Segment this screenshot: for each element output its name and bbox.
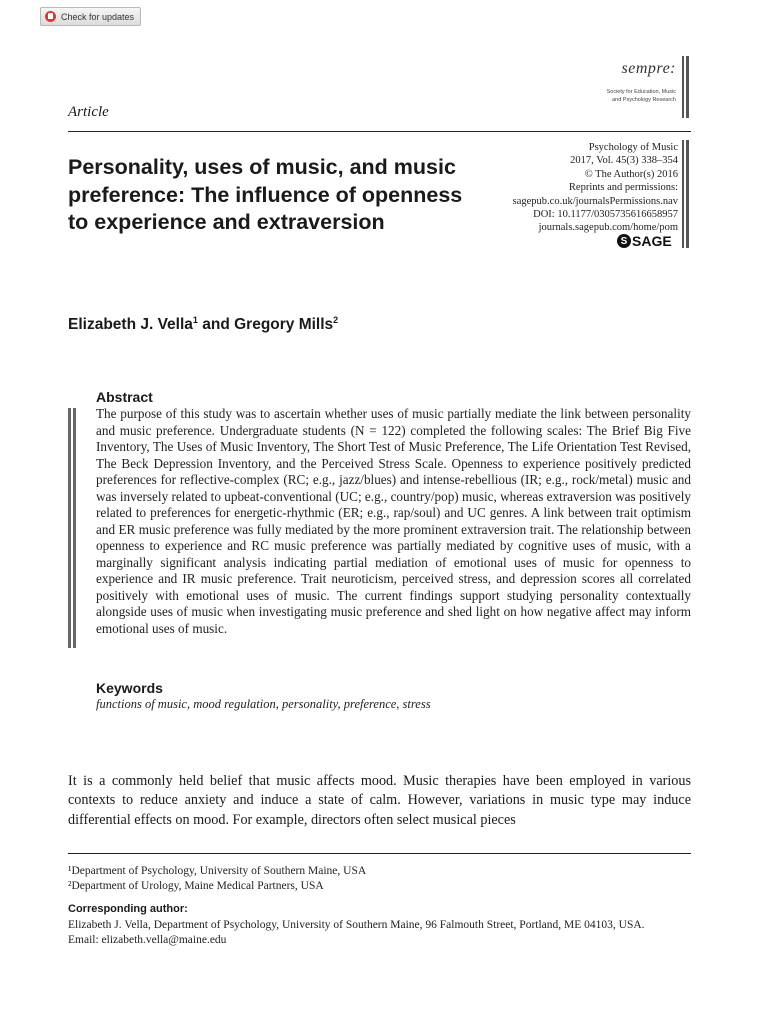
publisher-subtitle-line1: Society for Education, Music <box>606 89 676 95</box>
abstract-heading: Abstract <box>96 389 153 405</box>
reprints-label: Reprints and permissions: <box>568 182 678 194</box>
affiliation-1: ¹Department of Psychology, University of Southern Maine, USA <box>68 865 367 877</box>
keywords-heading: Keywords <box>96 680 163 696</box>
sage-logo <box>617 233 672 249</box>
abstract-text: The purpose of this study was to ascertain whether uses of music partially mediate the link between personality and music preference. Undergraduate students (N = 122) completed the following scales: The Brief Big Five Inventory, The Uses of Music Inventory, The Short Test of Music Preference, The Life Orientation Test Revised, The Beck Depression Inventory, and the Perceived Stress Scale. Openness to experience positively predicted preferences for reflective-complex (RC; e.g., jazz/blues) and intense-rebellious (IR; e.g., rock/metal) music and was inversely related to upbeat-conventional (UC; e.g., country/pop) music, whereas extraversion was positively related to preferences for energetic-rhythmic (ER; e.g., rap/soul) and UC genres. A link between trait optimism and ER music preference was fully mediated by the more prominent extraversion trait. The relationship between openness to experience and RC music preference was partially mediated by cognitive uses of music, with a marginally significant analysis indicating partial mediation of emotional uses of music for openness to experience and IR music preference. Trait neuroticism, perceived stress, and depression scores all correlated positively with emotional uses of music. The current findings support studying personality contextually alongside uses of music when investigating music preference and shed light on how negative affect may inform emotional uses of music. <box>96 406 691 636</box>
abstract-decor-bars <box>68 408 78 648</box>
bookmark-icon <box>45 11 56 22</box>
journal-info <box>513 141 678 235</box>
corresponding-email[interactable]: Email: elizabeth.vella@maine.edu <box>68 933 227 946</box>
publisher-logo <box>607 60 676 104</box>
footnote-divider <box>68 853 691 854</box>
header-divider <box>68 131 691 132</box>
body-paragraph: It is a commonly held belief that music affects mood. Music therapies have been employed in various contexts to reduce anxiety and induce a state of calm. However, variations in music type may induce differential effects on mood. For example, directors often select musical pieces <box>68 773 691 828</box>
corresponding-address: Elizabeth J. Vella, Department of Psychology, University of Southern Maine, 96 Falmouth Street, Portland, ME 04103, USA. <box>68 919 645 931</box>
journal-name: Psychology of Music <box>588 142 678 153</box>
author-name: Elizabeth J. Vella <box>68 316 193 333</box>
journal-decor-bars <box>682 140 690 248</box>
publisher-decor-bars <box>682 56 690 118</box>
keywords-list: functions of music, mood regulation, personality, preference, stress <box>96 697 431 711</box>
article-title: Personality, uses of music, and music preference: The influence of openness to experience and extraversion <box>68 155 463 234</box>
corresponding-author-heading: Corresponding author: <box>68 903 188 915</box>
publisher-subtitle-line2: and Psychology Research <box>612 97 676 103</box>
sage-s-icon: S <box>617 234 631 248</box>
corresponding-author-details <box>68 918 668 947</box>
author-list <box>68 315 338 334</box>
doi-link[interactable]: DOI: 10.1177/0305735616658957 <box>533 209 678 221</box>
affiliation-2: ²Department of Urology, Maine Medical Partners, USA <box>68 879 324 892</box>
reprints-link[interactable]: sagepub.co.uk/journalsPermissions.nav <box>512 195 678 207</box>
sempre-logo-text: sempre: <box>621 60 676 77</box>
journal-homepage-link[interactable]: journals.sagepub.com/home/pom <box>538 222 678 234</box>
author-affiliation-marker: 1 <box>192 315 198 325</box>
sage-logo-text: SAGE <box>632 233 672 249</box>
author-conjunction: and <box>197 316 235 333</box>
affiliations <box>68 864 366 893</box>
journal-copyright: © The Author(s) 2016 <box>584 168 678 180</box>
author-affiliation-marker: 2 <box>333 315 339 325</box>
check-for-updates-label: Check for updates <box>61 11 135 22</box>
author-name: Gregory Mills <box>234 316 334 333</box>
publisher-subtitle <box>607 88 676 104</box>
journal-volume: 2017, Vol. 45(3) 338–354 <box>570 155 678 167</box>
article-type-label: Article <box>68 104 109 120</box>
check-for-updates-button[interactable] <box>40 7 141 26</box>
